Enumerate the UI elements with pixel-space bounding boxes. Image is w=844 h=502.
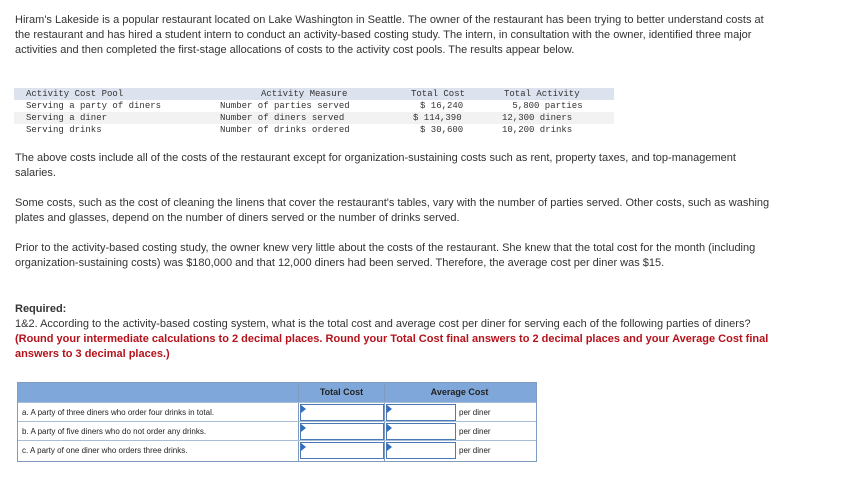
activity-cost-table — [14, 88, 614, 136]
answer-row-a — [18, 402, 536, 422]
answer-row-c — [18, 440, 536, 460]
row-label: c. A party of one diner who orders three drinks. — [22, 446, 188, 455]
row-label: b. A party of five diners who do not order any drinks. — [22, 427, 207, 436]
header-total-cost: Total Cost — [411, 89, 466, 99]
paragraph-cost-drivers: Some costs, such as the cost of cleaning the linens that cover the restaurant's tables, vary with the number of parties served. Other costs, such as washing plates and glasses, depend on the number of diners served or the number of drinks served. — [15, 197, 770, 224]
header-activity-cost-pool: Activity Cost Pool — [26, 89, 124, 99]
average-cost-input-a[interactable] — [386, 404, 456, 421]
header-activity-measure: Activity Measure — [261, 89, 348, 99]
answer-table — [17, 382, 537, 462]
header-average-cost: Average Cost — [430, 387, 489, 397]
unit-label: per diner — [459, 408, 491, 417]
table-row — [14, 100, 614, 112]
cell-activity: 10,200 drinks — [502, 125, 573, 135]
answer-table-header — [18, 383, 536, 402]
activity-table-header — [14, 88, 614, 100]
answer-marker-icon — [301, 405, 306, 413]
required-section — [15, 302, 775, 362]
average-cost-input-c[interactable] — [386, 442, 456, 459]
total-cost-input-c[interactable] — [300, 442, 384, 459]
paragraph-costs-included: The above costs include all of the costs of the restaurant except for organization-sustaining costs such as rent, property taxes, and top-management salaries. — [15, 152, 736, 179]
required-question: 1&2. According to the activity-based costing system, what is the total cost and average cost per diner for serving each of the following parties of diners? — [15, 318, 751, 330]
cell-pool: Serving a party of diners — [26, 101, 162, 111]
cell-cost: $ 30,600 — [420, 125, 464, 135]
required-heading: Required: — [15, 303, 67, 315]
table-row — [14, 124, 614, 136]
cell-pool: Serving a diner — [26, 113, 108, 123]
answer-marker-icon — [387, 443, 392, 451]
total-cost-input-b[interactable] — [300, 423, 384, 440]
intro-paragraph: Hiram's Lakeside is a popular restaurant located on Lake Washington in Seattle. The owner of the restaurant has been trying to better understand costs at the restaurant and has hired a student intern to conduct an activity-based costing study. The intern, in consultation with the owner, identified three major activities and then completed the first-stage allocations of costs to the activity cost pools. The results appear below. — [15, 14, 764, 56]
cell-activity: 5,800 parties — [507, 101, 583, 111]
unit-label: per diner — [459, 427, 491, 436]
cell-measure: Number of drinks ordered — [220, 125, 350, 135]
cell-pool: Serving drinks — [26, 125, 102, 135]
header-total-activity: Total Activity — [504, 89, 580, 99]
table-row — [14, 112, 614, 124]
row-label: a. A party of three diners who order four drinks in total. — [22, 408, 215, 417]
average-cost-input-b[interactable] — [386, 423, 456, 440]
header-total-cost: Total Cost — [319, 387, 364, 397]
cell-activity: 12,300 diners — [502, 113, 573, 123]
rounding-instruction: (Round your intermediate calculations to 2 decimal places. Round your Total Cost final answers to 2 decimal places and your Average Cost final answers to 3 decimal places.) — [15, 333, 769, 360]
answer-marker-icon — [387, 405, 392, 413]
total-cost-input-a[interactable] — [300, 404, 384, 421]
unit-label: per diner — [459, 446, 491, 455]
cell-cost: $ 16,240 — [420, 101, 464, 111]
answer-marker-icon — [387, 424, 392, 432]
answer-marker-icon — [301, 424, 306, 432]
cell-cost: $ 114,390 — [413, 113, 462, 123]
answer-marker-icon — [301, 443, 306, 451]
paragraph-prior-knowledge: Prior to the activity-based costing study, the owner knew very little about the costs of the restaurant. She knew that the total cost for the month (including organization-sustaining costs) was $180,000 and that 12,000 diners had been served. Therefore, the average cost per diner was $15. — [15, 242, 756, 269]
cell-measure: Number of diners served — [220, 113, 345, 123]
answer-row-b — [18, 421, 536, 441]
cell-measure: Number of parties served — [220, 101, 350, 111]
